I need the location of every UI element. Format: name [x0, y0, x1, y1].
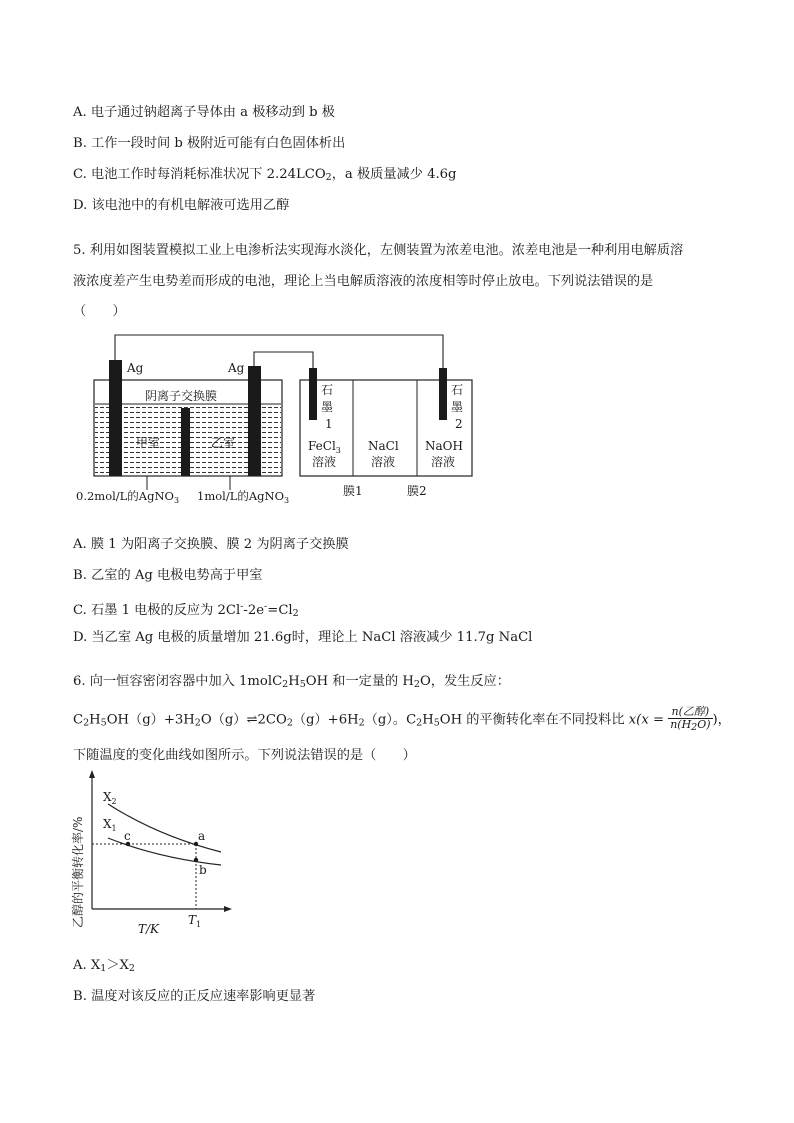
q6-equation-line: $C_2H_5OH(g)+3H_2O(g)\rightleftharpoons 2CO_2(g)+6H_2(g)$。$C_2H_5OH$ 的平衡转化率在不同投料比 x(x = $\frac{\text{n(乙醇)}}{n(H2O)}$ )，	[73, 705, 731, 733]
conc-left-label: 0.2mol/L的AgNO$_3$	[76, 489, 180, 505]
q4-option-b: B. 工作一段时间 b 极附近可能有白色固体析出	[73, 136, 346, 151]
point-b	[194, 858, 198, 862]
ag-electrode-left	[109, 360, 122, 476]
point-c-label: c	[124, 829, 131, 843]
q5-option-d: D. 当乙室 Ag 电极的质量增加 21.6g时，理论上 NaCl 溶液减少 11.7g NaCl	[73, 630, 533, 645]
graphite2-char1: 石	[451, 383, 464, 397]
y-axis-arrow	[89, 770, 95, 778]
x-axis-arrow	[224, 906, 232, 912]
q5-figure	[70, 330, 490, 512]
point-b-label: b	[199, 863, 207, 877]
graphite1-char2: 墨	[321, 400, 334, 414]
conc-right-label: 1mol/L的AgNO$_3$	[197, 489, 290, 505]
curve-x2-label: $X_2$	[103, 790, 117, 806]
naoh-label: NaOH	[425, 439, 463, 453]
q5-stem-line1: 5. 利用如图装置模拟工业上电渗析法实现海水淡化，左侧装置为浓差电池。浓差电池是一种利用电解质溶	[73, 243, 684, 258]
naoh-solution-label: 溶液	[431, 455, 456, 469]
graphite2-char3: 2	[455, 417, 463, 431]
q4-option-a: A. 电子通过钠超离子导体由 a 极移动到 b 极	[73, 105, 335, 120]
membrane-1-label: 膜1	[343, 484, 363, 498]
membrane-2-label: 膜2	[407, 484, 427, 498]
nacl-solution-label: 溶液	[371, 455, 396, 469]
q5-option-b: B. 乙室的 Ag 电极电势高于甲室	[73, 568, 263, 583]
room-a-label: 甲室	[136, 436, 161, 450]
q6-stem-line1: 6. 向一恒容密闭容器中加入 $1molC_2H_5OH$ 和一定量的 $H_2O$，发生反应：	[73, 674, 510, 690]
graphite-electrode-1	[309, 368, 317, 420]
q5-stem-line3: （ ）	[73, 304, 126, 319]
graphite2-char2: 墨	[451, 400, 464, 414]
t1-label: $T_1$	[188, 913, 202, 929]
x-axis-label: T/K	[138, 922, 160, 936]
q5-option-c: C. 石墨 1 电极的反应为 $2Cl^--2e^-=Cl_2$	[73, 601, 299, 619]
q5-stem-line2: 液浓度差产生电势差而形成的电池，理论上当电解质溶液的浓度相等时停止放电。下列说法错误的是	[73, 274, 654, 289]
fecl3-solution-label: 溶液	[312, 455, 337, 469]
q4-option-d: D. 该电池中的有机电解液可选用乙醇	[73, 198, 290, 213]
point-a-label: a	[198, 829, 206, 843]
fecl3-label: FeCl$_3$	[308, 439, 341, 455]
wire-inner	[254, 352, 313, 368]
ag-label-right: Ag	[228, 361, 245, 375]
room-b-label: 乙室	[211, 436, 236, 450]
graphite1-char1: 石	[321, 383, 334, 397]
nacl-label: NaCl	[368, 439, 399, 453]
curve-x1-label: $X_1$	[103, 817, 117, 833]
membrane-label: 阴离子交换膜	[145, 389, 218, 403]
ag-label-left: Ag	[127, 361, 144, 375]
q6-graph	[68, 770, 248, 940]
q4-option-c: C. 电池工作时每消耗标准状况下 $2.24LCO_2$，a 极质量减少 4.6g	[73, 167, 457, 183]
y-axis-label: 乙醇的平衡转化率/%	[71, 816, 85, 928]
q6-option-a: A. $X_1>X_2$	[73, 958, 135, 974]
q5-option-a: A. 膜 1 为阳离子交换膜、膜 2 为阴离子交换膜	[73, 537, 349, 552]
q6-stem-line3: 下随温度的变化曲线如图所示。下列说法错误的是（ ）	[73, 748, 416, 763]
graphite-electrode-2	[439, 368, 447, 420]
q6-option-b: B. 温度对该反应的正反应速率影响更显著	[73, 989, 316, 1004]
graphite1-char3: 1	[325, 417, 333, 431]
ag-electrode-right	[248, 366, 261, 476]
feed-ratio-fraction: $\frac{\text{n(乙醇)}}{n(H2O)}$	[670, 705, 711, 733]
anion-exchange-membrane	[181, 408, 190, 476]
